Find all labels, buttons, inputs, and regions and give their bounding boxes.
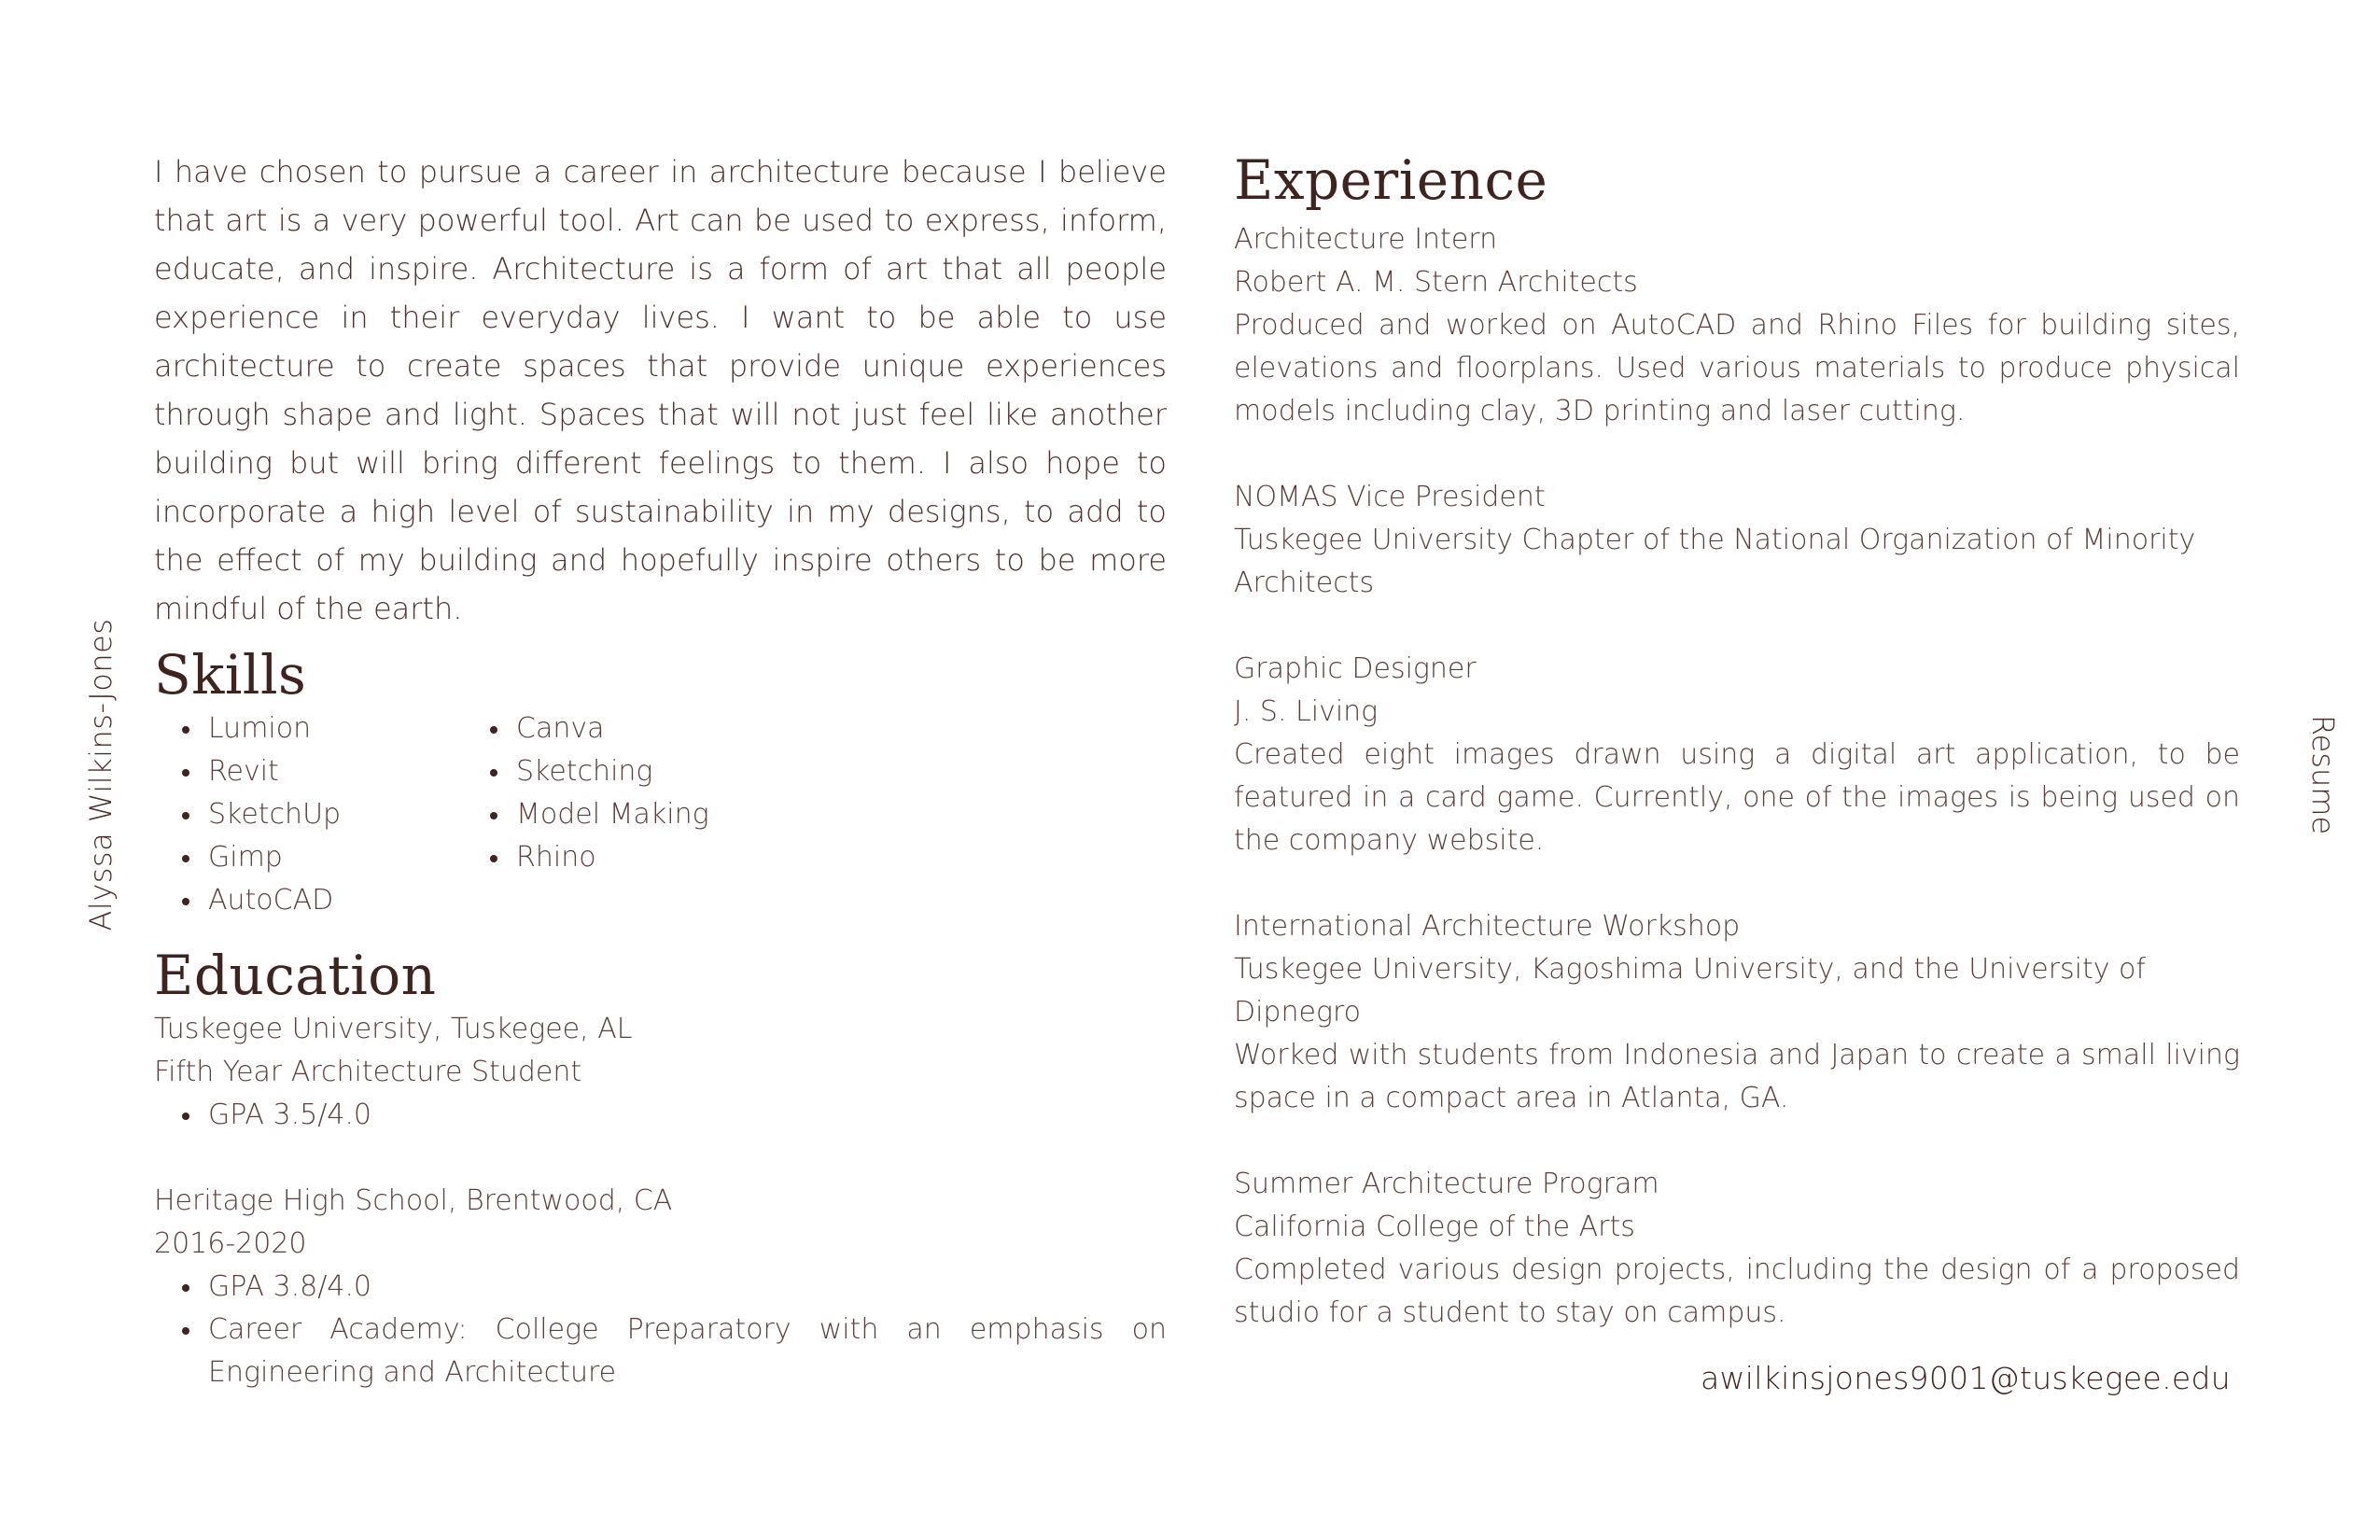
experience-org: Tuskegee University Chapter of the National Organization of Minority Architects (1234, 524, 2196, 599)
right-column (1234, 147, 2240, 1335)
school-detail: Fifth Year Architecture Student (154, 1056, 582, 1088)
skills-column-1 (154, 707, 462, 922)
experience-description: Produced and worked on AutoCAD and Rhino Files for building sites, elevations and floorplans. Used various materials to produce physical models including clay, 3D printing and laser cutting. (1234, 309, 2240, 427)
experience-org: Robert A. M. Stern Architects (1234, 266, 1638, 299)
side-resume-label: Resume (2305, 714, 2341, 835)
experience-item (1234, 905, 2240, 1120)
left-column (154, 147, 1167, 1394)
school-detail: 2016-2020 (154, 1227, 307, 1260)
experience-role: Architecture Intern (1234, 223, 1498, 256)
experience-org: J. S. Living (1234, 695, 1379, 728)
experience-org: Tuskegee University, Kagoshima University, and the University of Dipnegro (1234, 953, 2146, 1029)
experience-item (1234, 476, 2240, 605)
school-bullet: Career Academy: College Preparatory with an emphasis on Engineering and Architecture (208, 1309, 1167, 1394)
experience-item (1234, 648, 2240, 862)
skills-column-2 (462, 707, 709, 922)
experience-description: Worked with students from Indonesia and Japan to create a small living space in a compact area in Atlanta, GA. (1234, 1039, 2240, 1114)
experience-description: Completed various design projects, including the design of a proposed studio for a student to stay on campus. (1234, 1253, 2240, 1329)
contact-email[interactable]: awilkinsjones9001@tuskegee.edu (1700, 1360, 2231, 1396)
skill-item: Rhino (516, 836, 709, 879)
experience-description: Created eight images drawn using a digital art application, to be featured in a card game. Currently, one of the images is being used on the company website. (1234, 738, 2240, 857)
skills-list (154, 707, 1167, 922)
skill-item: Revit (208, 750, 462, 793)
experience-org: California College of the Arts (1234, 1211, 1635, 1243)
education-entry-heritage (154, 1180, 1167, 1394)
school-name: Heritage High School, Brentwood, CA (154, 1184, 673, 1217)
experience-role: International Architecture Workshop (1234, 910, 1741, 943)
experience-role: NOMAS Vice President (1234, 481, 1546, 513)
school-bullets (154, 1094, 1167, 1137)
skill-item: Canva (516, 707, 709, 750)
skill-item: Lumion (208, 707, 462, 750)
skill-item: Sketching (516, 750, 709, 793)
school-bullet: GPA 3.8/4.0 (208, 1266, 1167, 1309)
experience-item (1234, 218, 2240, 433)
experience-heading: Experience (1234, 148, 1548, 212)
school-name: Tuskegee University, Tuskegee, AL (154, 1013, 633, 1045)
school-bullet: GPA 3.5/4.0 (208, 1094, 1167, 1137)
intro-statement: I have chosen to pursue a career in architecture because I believe that art is a very powerful tool. Art can be used to express, inform, educate, and inspire. Architecture is a form of art that all people experience in their everyday lives. I want to be able to use architecture to create spaces that provide unique experiences through shape and light. Spaces that will not just feel like another building but will bring different feelings to them. I also hope to incorporate a high level of sustainability in my designs, to add to the effect of my building and hopefully inspire others to be more mindful of the earth. (154, 154, 1167, 626)
education-entry-tuskegee (154, 1008, 1167, 1137)
experience-role: Summer Architecture Program (1234, 1168, 1659, 1200)
skill-item: SketchUp (208, 793, 462, 836)
skill-item: AutoCAD (208, 879, 462, 922)
side-name: Alyssa Wilkins-Jones (83, 618, 119, 931)
education-heading: Education (154, 944, 437, 1007)
skill-item: Gimp (208, 836, 462, 879)
experience-role: Graphic Designer (1234, 652, 1477, 685)
experience-item (1234, 1163, 2240, 1335)
skills-heading: Skills (154, 643, 307, 707)
school-bullets (154, 1266, 1167, 1394)
skill-item: Model Making (516, 793, 709, 836)
